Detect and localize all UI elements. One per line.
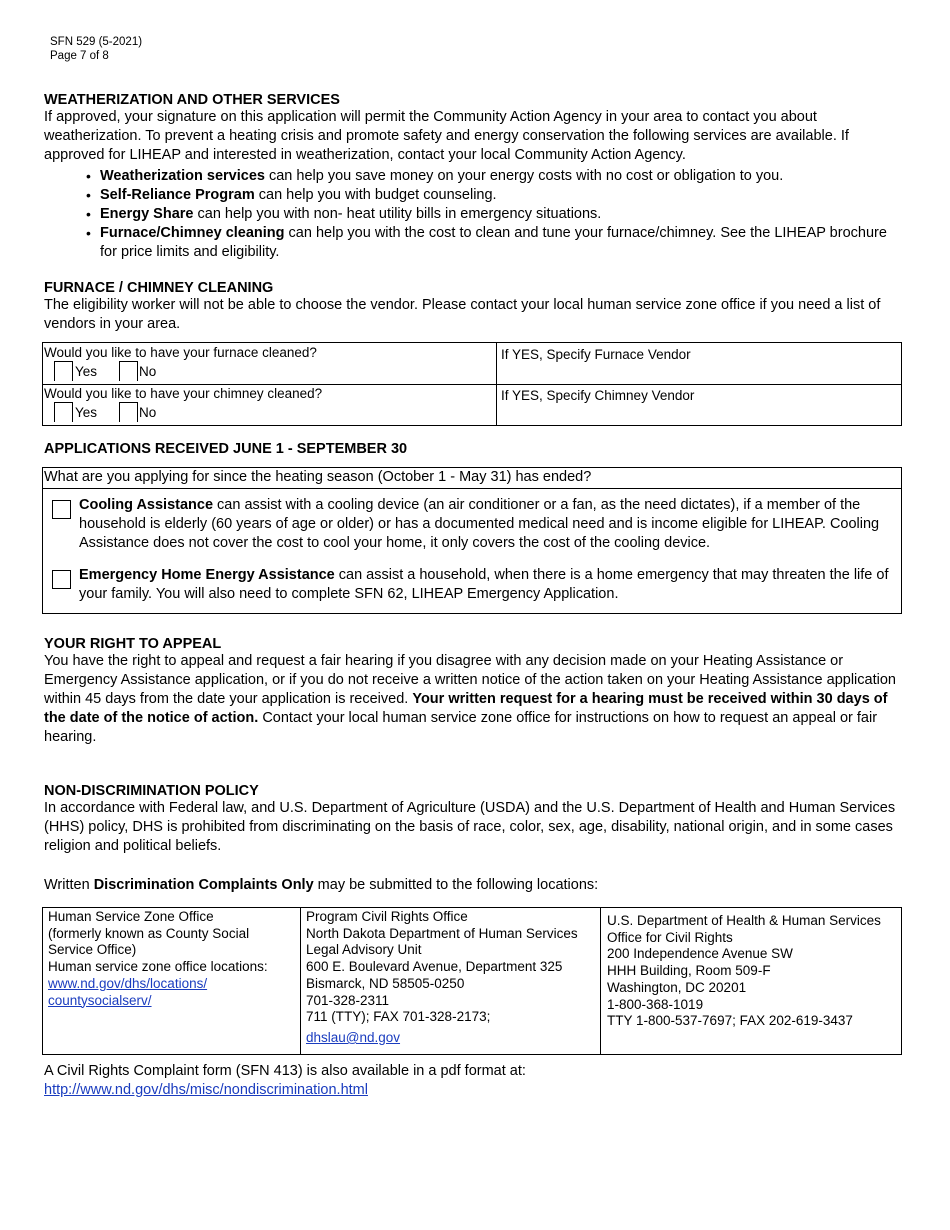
- service-furnace-chimney: [100, 224, 904, 262]
- chimney-yes-label: Yes: [75, 404, 98, 420]
- zone-line: Service Office): [48, 942, 137, 958]
- hhs-line: 200 Independence Avenue SW: [607, 946, 793, 962]
- hhs-column: [607, 913, 899, 1030]
- furnace-vendor-label: If YES, Specify Furnace Vendor: [501, 347, 691, 362]
- complaint-form-note: [44, 1062, 526, 1100]
- complaint-form-text: A Civil Rights Complaint form (SFN 413) is also available in a pdf format at:: [44, 1063, 526, 1079]
- zone-locations-link-cont[interactable]: countysocialserv/: [48, 992, 152, 1008]
- summer-box: [42, 467, 902, 614]
- appeal-text: [44, 652, 904, 747]
- office-line: North Dakota Department of Human Services: [306, 925, 578, 941]
- service-self-reliance: [100, 186, 904, 205]
- vendor-table: [42, 342, 902, 426]
- appeal-section: [44, 636, 904, 747]
- zone-line: (formerly known as County Social: [48, 925, 250, 941]
- zone-office-column: [48, 909, 298, 1009]
- nondiscrimination-text: In accordance with Federal law, and U.S. Department of Agriculture (USDA) and the U.S. Department of Health and Human Services (HHS) policy, DHS is prohibited from discriminating on the basis of race, color, sex, age, disability, national origin, and in some cases religion and political beliefs.: [44, 800, 896, 854]
- summer-question: What are you applying for since the heating season (October 1 - May 31) has ended?: [44, 469, 592, 485]
- chimney-question: Would you like to have your chimney cleaned?: [44, 386, 323, 401]
- chimney-no-label: No: [139, 404, 157, 420]
- service-weatherization: [100, 167, 904, 186]
- appeal-deadline: Your written request for a hearing must be received within 30 days of the date of the notice of action.: [44, 691, 888, 726]
- weatherization-intro: If approved, your signature on this application will permit the Community Action Agency in your area to contact you about weatherization. To prevent a heating crisis and promote safety and energy conservation the following services are available. If approved for LIHEAP and interested in weatherization, contact your local Community Action Agency.: [44, 109, 849, 163]
- emergency-desc: can assist a household, when there is a home emergency that may threaten the life of your family. You will also need to complete SFN 62, LIHEAP Emergency Application.: [79, 567, 889, 602]
- furnace-intro: The eligibility worker will not be able to choose the vendor. Please contact your local human service zone office if you need a list of vendors in your area.: [44, 297, 881, 332]
- service-desc: can help you with budget counseling.: [254, 187, 497, 203]
- civil-rights-office-column: [306, 909, 598, 1047]
- hhs-line: TTY 1-800-537-7697; FAX 202-619-3437: [607, 1013, 853, 1029]
- locations-divider-1: [300, 908, 301, 1054]
- chimney-vendor-input[interactable]: [499, 404, 897, 423]
- service-desc: can help you with the cost to clean and tune your furnace/chimney. See the LIHEAP brochure for price limits and eligibility.: [100, 225, 887, 260]
- furnace-yes-checkbox[interactable]: [54, 361, 73, 381]
- written-bold: Discrimination Complaints Only: [93, 877, 314, 893]
- service-energy-share: [100, 205, 904, 224]
- furnace-vendor-input[interactable]: [499, 363, 897, 382]
- hhs-line: 1-800-368-1019: [607, 996, 704, 1012]
- emergency-text: [79, 566, 897, 604]
- nondiscrimination-section: [44, 783, 902, 856]
- hhs-line: Washington, DC 20201: [607, 979, 747, 995]
- appeal-text-1: You have the right to appeal and request a fair hearing if you disagree with any decision made on your Heating Assistance or Emergency Assistance application, or if you do not receive a written notice of the action taken on your Heating Assistance application within 45 days from the date your application is received.: [44, 653, 896, 707]
- furnace-yes-label: Yes: [75, 363, 98, 379]
- services-list: [100, 167, 904, 262]
- office-line: Legal Advisory Unit: [306, 942, 422, 958]
- appeal-text-2: Contact your local human service zone office for instructions on how to request an appeal or fair hearing.: [44, 710, 878, 745]
- office-line: 701-328-2311: [306, 992, 390, 1008]
- office-line: Bismarck, ND 58505-0250: [306, 975, 465, 991]
- locations-divider-2: [600, 908, 601, 1054]
- written-post: may be submitted to the following locations:: [313, 877, 599, 893]
- cooling-desc: can assist with a cooling device (an air conditioner or a fan, as the need dictates), if a member of the household is elderly (60 years of age or older) or has a documented medical need and is income eligible for LIHEAP. Cooling Assistance does not cover the cost to cool your home, it only covers the cost of the cooling device.: [79, 497, 880, 551]
- furnace-section: [44, 280, 902, 334]
- form-number: SFN 529 (5-2021): [50, 36, 143, 48]
- office-line: 600 E. Boulevard Avenue, Department 325: [306, 959, 563, 975]
- cooling-text: [79, 496, 897, 553]
- summer-divider: [43, 488, 901, 489]
- form-header: [50, 35, 142, 63]
- service-name: Energy Share: [100, 206, 194, 222]
- office-email-link[interactable]: dhslau@nd.gov: [306, 1029, 401, 1045]
- emergency-name: Emergency Home Energy Assistance: [79, 567, 335, 583]
- weatherization-section: [44, 92, 904, 262]
- office-line: 711 (TTY); FAX 701-328-2173;: [306, 1009, 491, 1025]
- furnace-options: [54, 361, 156, 381]
- zone-line: Human Service Zone Office: [48, 909, 214, 924]
- service-name: Furnace/Chimney cleaning: [100, 225, 285, 241]
- hhs-line: HHH Building, Room 509-F: [607, 963, 771, 979]
- summer-title: APPLICATIONS RECEIVED JUNE 1 - SEPTEMBER 30: [44, 441, 408, 457]
- zone-line: Human service zone office locations:: [48, 959, 268, 975]
- hhs-line: U.S. Department of Health & Human Services: [607, 913, 881, 928]
- service-desc: can help you with non- heat utility bills in emergency situations.: [193, 206, 602, 222]
- chimney-no-checkbox[interactable]: [119, 402, 138, 422]
- service-desc: can help you save money on your energy costs with no cost or obligation to you.: [264, 168, 784, 184]
- written-pre: Written: [44, 877, 94, 893]
- chimney-vendor-label: If YES, Specify Chimney Vendor: [501, 388, 695, 403]
- emergency-checkbox[interactable]: [52, 570, 71, 589]
- written-complaints-note: [44, 876, 598, 895]
- chimney-yes-checkbox[interactable]: [54, 402, 73, 422]
- appeal-title: YOUR RIGHT TO APPEAL: [44, 636, 222, 652]
- office-line: Program Civil Rights Office: [306, 909, 468, 924]
- page-number: Page 7 of 8: [50, 50, 109, 62]
- cooling-checkbox[interactable]: [52, 500, 71, 519]
- locations-table: [42, 907, 902, 1055]
- service-name: Weatherization services: [100, 168, 265, 184]
- hhs-line: Office for Civil Rights: [607, 929, 733, 945]
- furnace-question: Would you like to have your furnace cleaned?: [44, 345, 317, 360]
- furnace-no-label: No: [139, 363, 157, 379]
- nondiscrimination-link[interactable]: http://www.nd.gov/dhs/misc/nondiscrimination.html: [44, 1082, 368, 1098]
- chimney-options: [54, 402, 156, 422]
- furnace-no-checkbox[interactable]: [119, 361, 138, 381]
- service-name: Self-Reliance Program: [100, 187, 255, 203]
- zone-locations-link[interactable]: www.nd.gov/dhs/locations/: [48, 975, 208, 991]
- weatherization-title: WEATHERIZATION AND OTHER SERVICES: [44, 92, 340, 108]
- cooling-name: Cooling Assistance: [79, 497, 214, 513]
- nondiscrimination-title: NON-DISCRIMINATION POLICY: [44, 783, 259, 799]
- furnace-title: FURNACE / CHIMNEY CLEANING: [44, 280, 274, 296]
